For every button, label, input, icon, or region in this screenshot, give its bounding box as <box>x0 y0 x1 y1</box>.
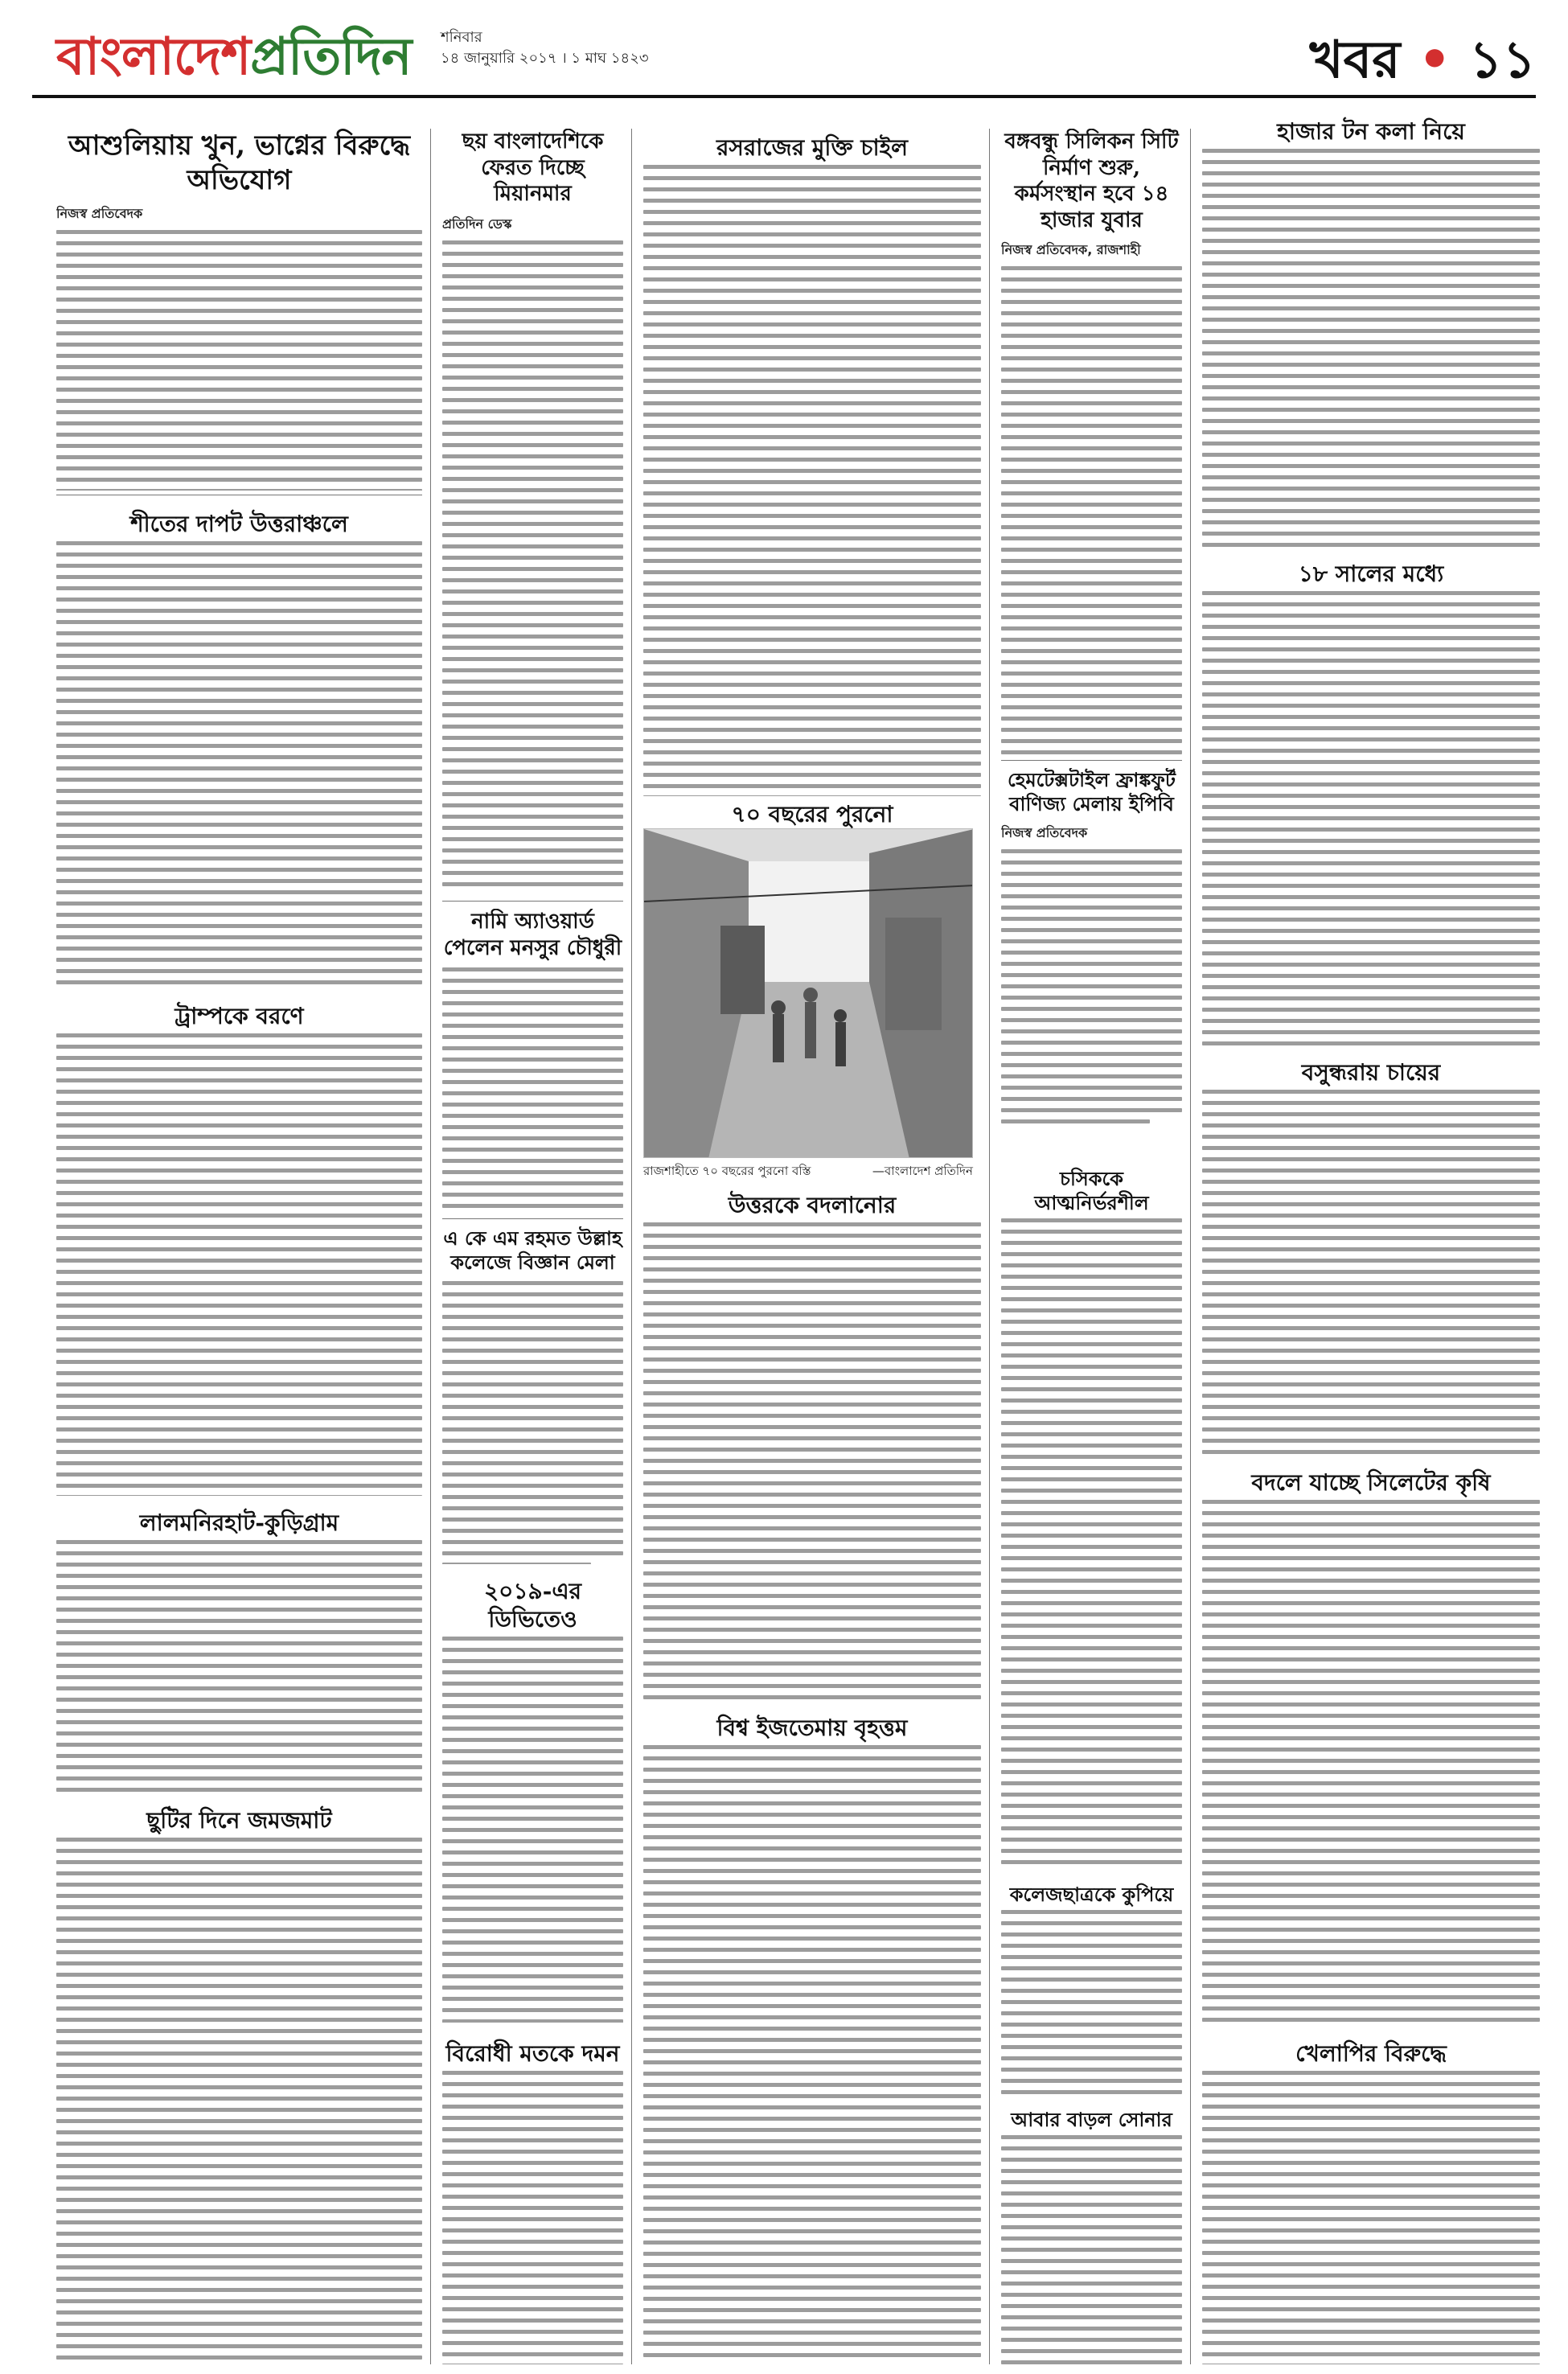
article-six-bangladeshis <box>442 129 623 893</box>
body-text <box>56 1838 422 2364</box>
article-frankfurt-fair <box>1001 768 1182 1154</box>
byline: নিজস্ব প্রতিবেদক, রাজশাহী <box>1001 242 1141 257</box>
article-rasraj <box>643 129 981 796</box>
news-photo <box>643 828 973 1158</box>
body-text <box>442 2071 623 2364</box>
article-tea-fair <box>1202 1054 1540 1456</box>
headline: লালমনিরহাট-কুড়িগ্রাম <box>139 1509 339 1536</box>
article-by-2018 <box>1202 555 1540 1045</box>
body-text <box>56 230 422 491</box>
article-science-fair <box>442 1226 623 1564</box>
article-loan-defaulters <box>1202 2035 1540 2364</box>
body-text <box>1202 591 1540 1045</box>
issue-date: ১৪ জানুয়ারি ২০১৭ । ১ মাঘ ১৪২৩ <box>441 50 649 67</box>
column-divider <box>989 129 990 2364</box>
headline: ছয় বাংলাদেশিকে ফেরত দিচ্ছে মিয়ানমার <box>462 129 604 206</box>
slum-photo <box>644 829 973 1158</box>
body-text <box>643 165 981 796</box>
article-opposition <box>442 2035 623 2364</box>
byline: নিজস্ব প্রতিবেদক <box>1001 825 1088 840</box>
article-banana <box>1202 113 1540 547</box>
headline: বসুন্ধরায় চায়ের <box>1301 1059 1441 1086</box>
newspaper-logo <box>56 18 411 104</box>
column-divider <box>631 129 632 2364</box>
article-award <box>442 909 623 1214</box>
section-page-number: খবর • ১১ <box>1309 30 1536 90</box>
body-text <box>1202 1090 1540 1456</box>
headline: ২০১৯-এর ডিভিতেও <box>483 1578 582 1633</box>
body-text <box>643 1222 981 1701</box>
date-block <box>441 27 649 69</box>
body-text <box>1202 1500 1540 2027</box>
article-chasik <box>1001 1162 1182 1870</box>
headline: বঙ্গবন্ধু সিলিকন সিটি নির্মাণ শুরু, কর্মসংস্থান হবে ১৪ হাজার যুবার <box>1004 129 1179 232</box>
byline: নিজস্ব প্রতিবেদক <box>56 206 143 221</box>
article-holiday <box>56 1801 422 2364</box>
photo-caption <box>643 1162 973 1182</box>
logo-part-2: প্রতিদিন <box>250 27 412 87</box>
section-name: খবর <box>1309 30 1401 90</box>
headline: শীতের দাপট উত্তরাঞ্চলে <box>130 511 348 537</box>
headline: ছুটির দিনে জমজমাট <box>146 1807 332 1834</box>
body-text <box>56 541 422 988</box>
headline: হাজার টন কলা নিয়ে <box>1277 118 1465 145</box>
article-uttara <box>643 1186 981 1701</box>
body-text <box>442 1637 623 2023</box>
headline: উত্তরকে বদলানোর <box>728 1192 897 1218</box>
article-dv-2019 <box>442 1572 623 2023</box>
headline: বদলে যাচ্ছে সিলেটের কৃষি <box>1251 1469 1491 1496</box>
headline: নামি অ্যাওয়ার্ড পেলেন মনসুর চৌধুরী <box>443 910 622 960</box>
body-text <box>1001 1218 1182 1870</box>
headline: এ কে এম রহমত উল্লাহ কলেজে বিজ্ঞান মেলা <box>443 1226 622 1274</box>
article-house70-title <box>643 800 981 829</box>
headline: রসরাজের মুক্তি চাইল <box>716 134 909 161</box>
article-sylhet-agri <box>1202 1464 1540 2027</box>
article-silicon-city <box>1001 129 1182 756</box>
headline: আশুলিয়ায় খুন, ভাগ্নের বিরুদ্ধে অভিযোগ <box>68 129 411 196</box>
headline: খেলাপির বিরুদ্ধে <box>1295 2040 1447 2067</box>
article-divider <box>442 901 623 902</box>
body-text <box>1001 849 1182 1123</box>
article-student-attack <box>1001 1878 1182 2095</box>
masthead-rule <box>32 95 1536 98</box>
body-text <box>442 1281 623 1564</box>
headline: বিরোধী মতকে দমন <box>445 2040 620 2067</box>
headline: ১৮ সালের মধ্যে <box>1298 561 1444 587</box>
headline: হেমটেক্সটাইল ফ্রাঙ্কফুর্ট বাণিজ্য মেলায় ইপিবি <box>1007 768 1176 815</box>
column-divider <box>430 129 431 2364</box>
article-ashulia <box>56 129 422 491</box>
article-trump <box>56 997 422 1496</box>
caption-text: রাজশাহীতে ৭০ বছরের পুরনো বস্তি <box>643 1164 811 1178</box>
headline: আবার বাড়ল সোনার <box>1011 2108 1172 2131</box>
photo-credit: —বাংলাদেশ প্রতিদিন <box>872 1164 973 1178</box>
body-text <box>1202 2071 1540 2364</box>
column-divider <box>1190 129 1191 2364</box>
article-divider <box>442 1218 623 1219</box>
article-divider <box>1001 760 1182 761</box>
body-text <box>1202 149 1540 547</box>
headline: ট্রাম্পকে বরণে <box>174 1003 304 1029</box>
body-text <box>1001 2135 1182 2364</box>
body-text <box>56 1033 422 1496</box>
article-cold-wave <box>56 505 422 988</box>
logo-part-1: বাংলাদেশ <box>56 27 251 87</box>
weekday: শনিবার <box>441 29 482 46</box>
article-ijtema <box>643 1709 981 2364</box>
body-text <box>56 1540 422 1793</box>
body-text <box>442 967 623 1214</box>
headline: চসিককে আত্মনির্ভরশীল <box>1034 1167 1149 1214</box>
byline: প্রতিদিন ডেস্ক <box>442 216 512 232</box>
body-text <box>643 1745 981 2364</box>
article-gold-price <box>1001 2103 1182 2364</box>
headline: বিশ্ব ইজতেমায় বৃহত্তম <box>716 1715 908 1741</box>
body-text <box>1001 1910 1182 2095</box>
headline: কলেজছাত্রকে কুপিয়ে <box>1009 1883 1174 1906</box>
masthead <box>32 0 1544 97</box>
headline: ৭০ বছরের পুরনো <box>731 801 893 828</box>
body-text <box>442 240 623 893</box>
page-number: ১১ <box>1468 30 1536 90</box>
article-lalmonirhat <box>56 1504 422 1793</box>
body-text <box>1001 266 1182 756</box>
